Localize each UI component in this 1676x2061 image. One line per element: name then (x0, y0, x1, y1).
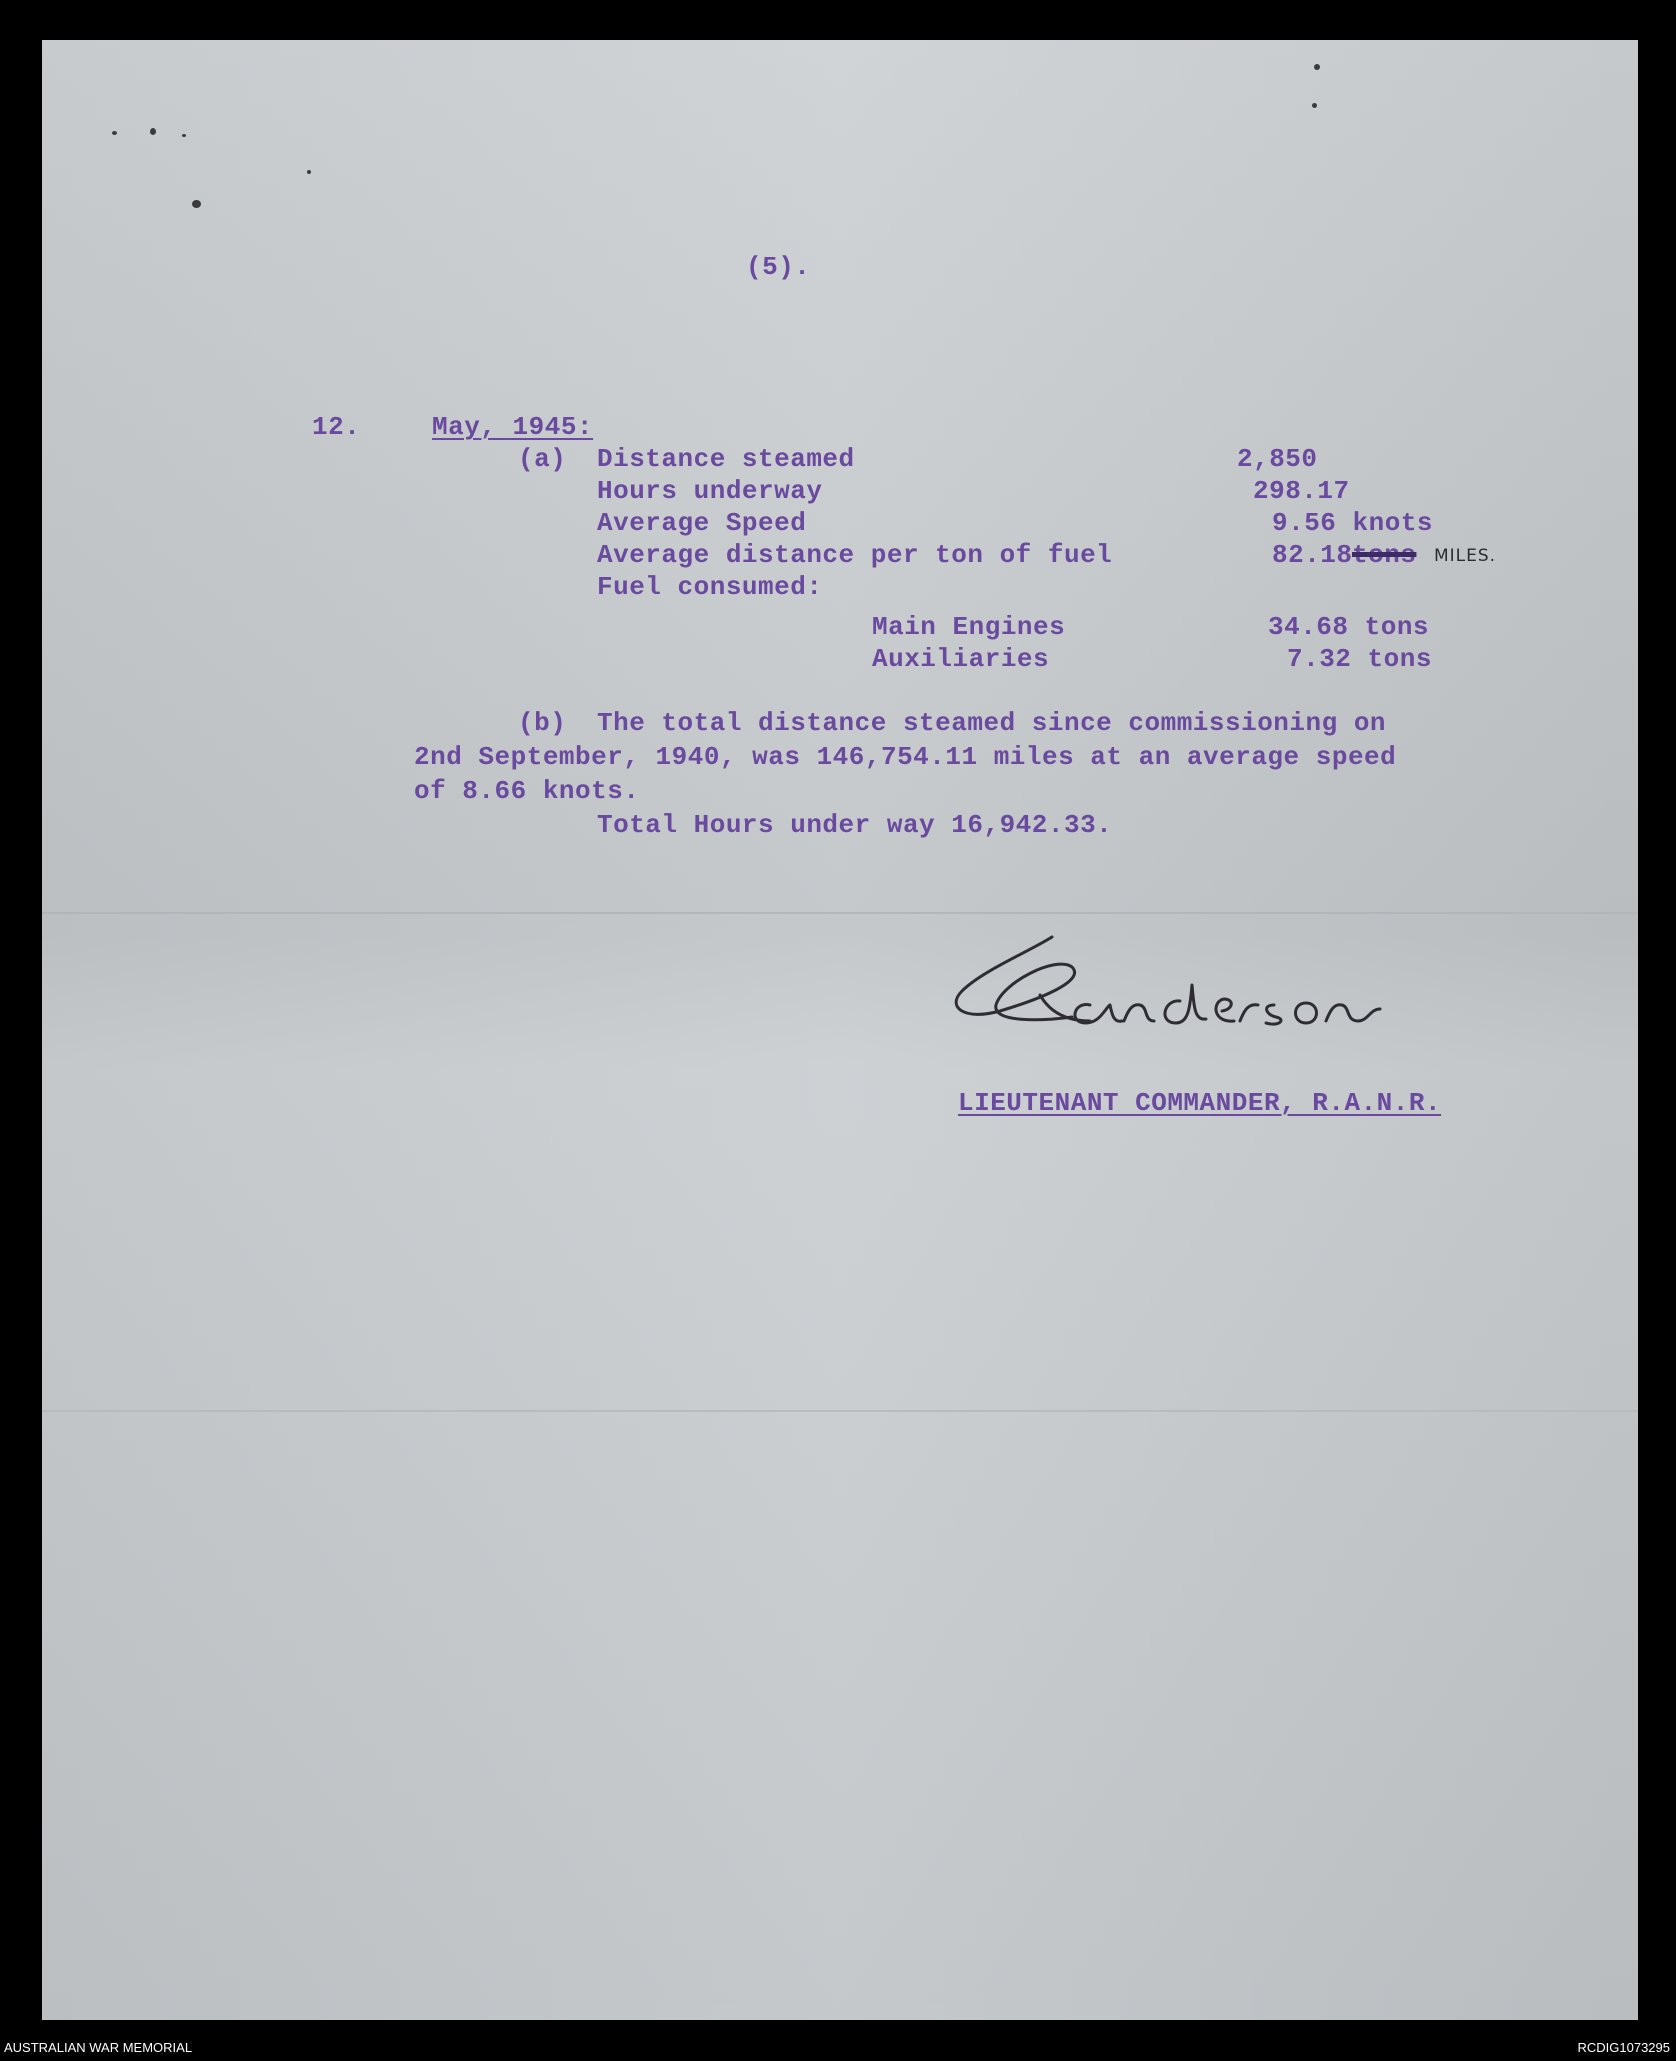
row-value: 34.68 tons (1268, 612, 1430, 642)
row-value: 82.18 (1272, 540, 1353, 570)
row-label: Average Speed (597, 508, 807, 538)
row-value: 298.17 (1253, 476, 1350, 506)
paragraph-line: The total distance steamed since commissioning on (597, 708, 1387, 738)
paragraph-line: of 8.66 knots. (414, 776, 640, 806)
struck-word: tons (1352, 540, 1417, 570)
paper-mark (112, 131, 117, 135)
row-value: 2,850 (1237, 444, 1318, 474)
section-heading: May, 1945: (432, 412, 594, 442)
document-page (42, 40, 1638, 2020)
paper-mark (192, 200, 201, 208)
footer-left: AUSTRALIAN WAR MEMORIAL (4, 2040, 193, 2055)
paper-mark (307, 170, 311, 174)
row-value: 7.32 tons (1287, 644, 1432, 674)
part-b-label: (b) (518, 708, 567, 738)
row-value: 9.56 knots (1272, 508, 1434, 538)
signatory-title: LIEUTENANT COMMANDER, R.A.N.R. (958, 1088, 1442, 1118)
row-label: Hours underway (597, 476, 823, 506)
signature (922, 925, 1462, 1055)
row-label: Distance steamed (597, 444, 855, 474)
paragraph-line: Total Hours under way 16,942.33. (597, 810, 1113, 840)
footer-right: RCDIG1073295 (1577, 2040, 1670, 2055)
paragraph-line: 2nd September, 1940, was 146,754.11 miles at an average speed (414, 742, 1397, 772)
page-number: (5). (746, 252, 811, 282)
paper-fold (42, 912, 1638, 914)
section-number: 12. (312, 412, 361, 442)
row-label: Main Engines (872, 612, 1066, 642)
paper-mark (182, 134, 186, 137)
paper-fold (42, 1410, 1638, 1412)
paper-mark (150, 128, 156, 135)
row-label: Fuel consumed: (597, 572, 823, 602)
paper-mark (1314, 64, 1320, 70)
handwritten-correction: MILES. (1434, 546, 1497, 566)
part-a-label: (a) (518, 444, 567, 474)
paper-mark (1312, 103, 1317, 108)
row-label: Auxiliaries (872, 644, 1050, 674)
row-label: Average distance per ton of fuel (597, 540, 1113, 570)
